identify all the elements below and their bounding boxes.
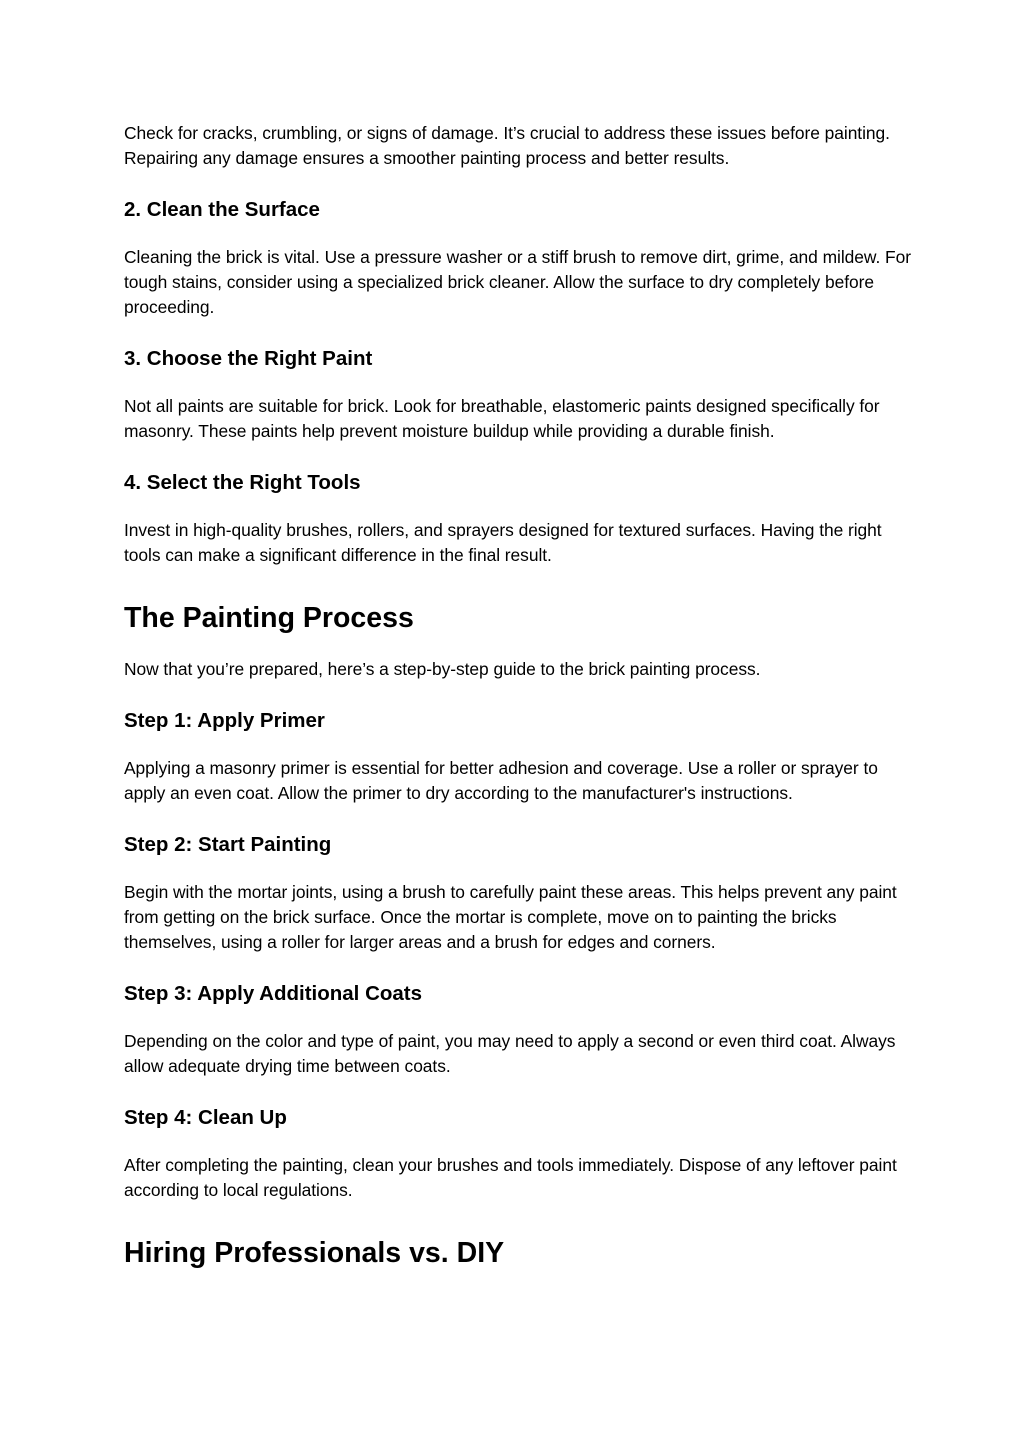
heading-step-4: Step 4: Clean Up [124,1106,287,1129]
paragraph-step-4: After completing the painting, clean your brushes and tools immediately. Dispose of any leftover paint according to local regulations. [124,1155,897,1200]
heading-choose-the-right-paint: 3. Choose the Right Paint [124,347,373,370]
paragraph-step-1: Applying a masonry primer is essential for better adhesion and coverage. Use a roller or sprayer to apply an even coat. Allow the primer to dry according to the manufacturer's instructions. [124,758,878,803]
heading-select-the-right-tools: 4. Select the Right Tools [124,471,361,494]
section-heading-painting-process: The Painting Process [124,602,414,634]
heading-step-1: Step 1: Apply Primer [124,709,325,732]
paragraph-choose-the-right-paint: Not all paints are suitable for brick. Look for breathable, elastomeric paints designed specifically for masonry. These paints help prevent moisture buildup while providing a durable finish. [124,396,880,441]
heading-step-2: Step 2: Start Painting [124,833,332,856]
paragraph-painting-process-intro: Now that you’re prepared, here’s a step-by-step guide to the brick painting process. [124,659,761,679]
section-heading-hiring-professionals: Hiring Professionals vs. DIY [124,1237,505,1269]
document-page [124,121,914,1270]
paragraph-clean-the-surface: Cleaning the brick is vital. Use a pressure washer or a stiff brush to remove dirt, grime, and mildew. For tough stains, consider using a specialized brick cleaner. Allow the surface to dry completely before proceeding. [124,247,911,317]
paragraph-step-2: Begin with the mortar joints, using a brush to carefully paint these areas. This helps prevent any paint from getting on the brick surface. Once the mortar is complete, move on to painting the bricks themselves, using a roller for larger areas and a brush for edges and corners. [124,882,897,952]
heading-step-3: Step 3: Apply Additional Coats [124,982,423,1005]
paragraph-step-3: Depending on the color and type of paint, you may need to apply a second or even third coat. Always allow adequate drying time between coats. [124,1031,896,1076]
paragraph-damage-check: Check for cracks, crumbling, or signs of damage. It’s crucial to address these issues before painting. Repairing any damage ensures a smoother painting process and better results. [124,123,890,168]
paragraph-select-the-right-tools: Invest in high-quality brushes, rollers, and sprayers designed for textured surfaces. Having the right tools can make a significant difference in the final result. [124,520,882,565]
heading-clean-the-surface: 2. Clean the Surface [124,198,320,221]
